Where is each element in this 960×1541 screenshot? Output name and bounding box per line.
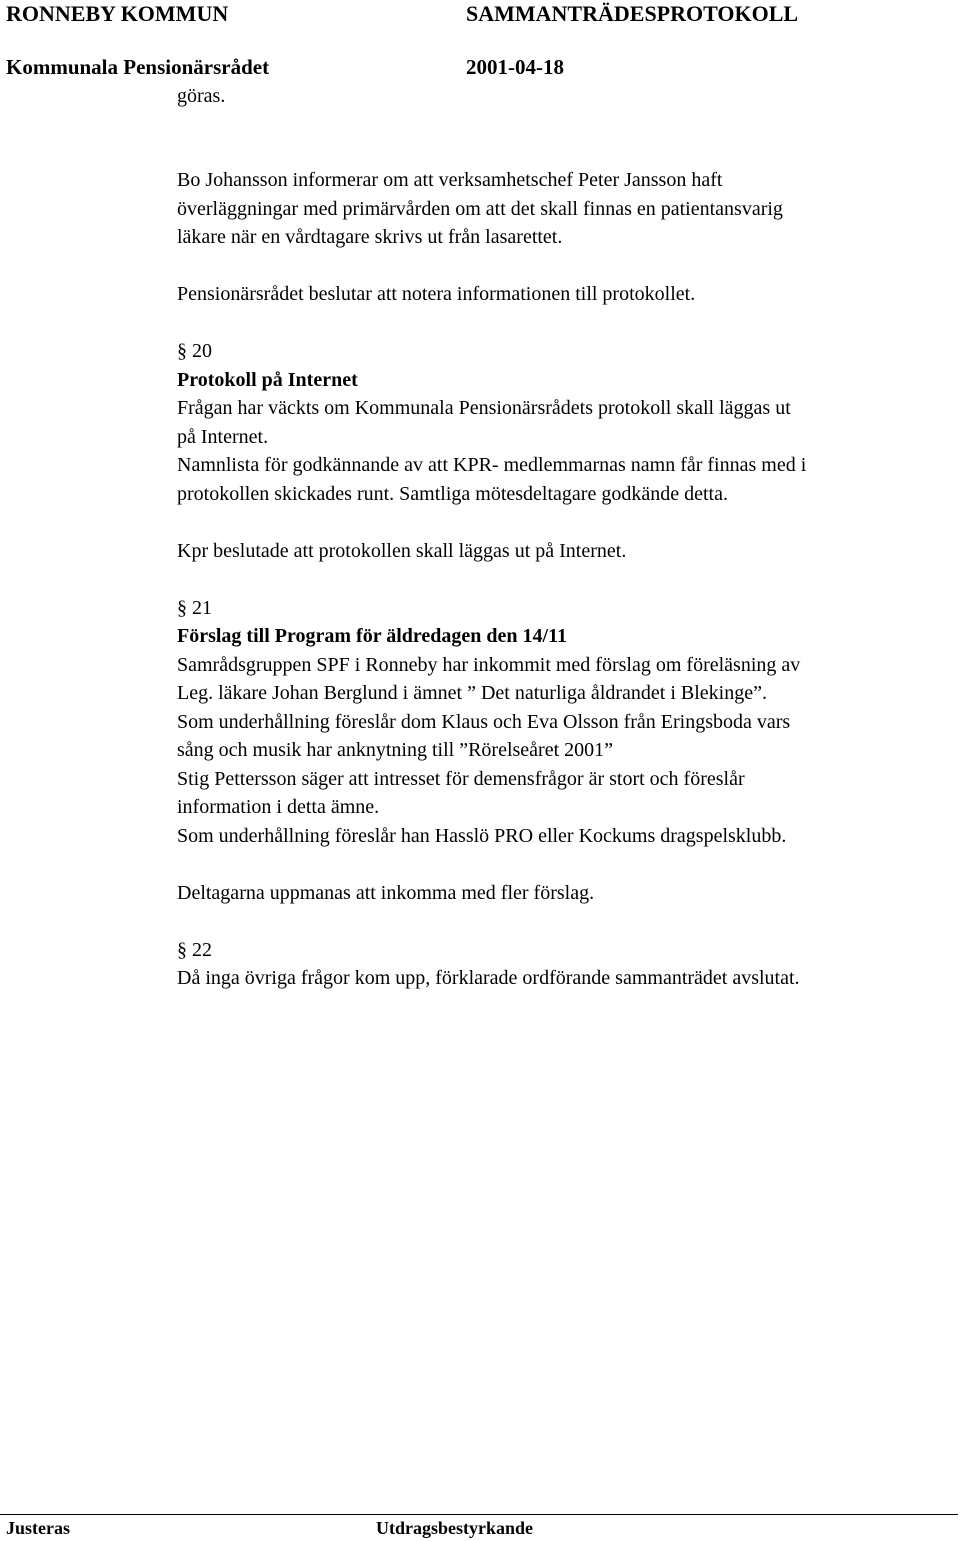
section-decision: Kpr beslutade att protokollen skall läggas ut på Internet. — [177, 539, 627, 562]
section-number-line — [177, 594, 952, 623]
intro-decision: Pensionärsrådet beslutar att notera informationen till protokollet. — [177, 283, 696, 305]
municipality-name: RONNEBY KOMMUN — [6, 1, 229, 26]
section-number: 22 — [192, 938, 212, 961]
section-line: protokollen skickades runt. Samtliga mötesdeltagare godkände detta. — [177, 482, 728, 505]
info-line: överläggningar med primärvården om att det skall finnas en patientansvarig — [177, 197, 783, 220]
paragraph-mark: § — [177, 340, 187, 362]
section-line: information i detta ämne. — [177, 796, 380, 818]
section-number-line — [177, 936, 952, 965]
document-body — [177, 166, 952, 993]
info-line: Bo Johansson informerar om att verksamhetschef Peter Jansson haft — [177, 169, 723, 191]
footer-justeras-label: Justeras — [6, 1518, 70, 1538]
section-line: Samrådsgruppen SPF i Ronneby har inkommit med förslag om föreläsning av — [177, 653, 801, 676]
paragraph-mark: § — [177, 596, 187, 619]
section-line: Namnlista för godkännande av att KPR- medlemmarnas namn får finnas med i — [177, 454, 807, 476]
section-line: Som underhållning föreslår dom Klaus och Eva Olsson från Eringsboda vars — [177, 710, 791, 733]
section-line: på Internet. — [177, 425, 269, 448]
info-line: läkare när en vårdtagare skrivs ut från lasarettet. — [177, 226, 563, 248]
committee-name: Kommunala Pensionärsrådet — [6, 55, 270, 79]
continuation-text: göras. — [177, 85, 226, 107]
section-number: 21 — [192, 596, 212, 619]
section-title: Protokoll på Internet — [177, 368, 358, 391]
section-line: Frågan har väckts om Kommunala Pensionärsrådets protokoll skall läggas ut — [177, 397, 791, 419]
section-line: Leg. läkare Johan Berglund i ämnet ” Det naturliga åldrandet i Blekinge”. — [177, 682, 767, 704]
section-line: Som underhållning föreslår han Hasslö PRO eller Kockums dragspelsklubb. — [177, 824, 787, 847]
footer-divider — [0, 1514, 958, 1515]
section-line: Stig Pettersson säger att intresset för demensfrågor är stort och föreslår — [177, 767, 745, 790]
section-line: Då inga övriga frågor kom upp, förklarade ordförande sammanträdet avslutat. — [177, 967, 800, 989]
section-number: 20 — [192, 340, 212, 362]
paragraph-mark: § — [177, 938, 187, 961]
section-line: sång och musik har anknytning till ”Rörelseåret 2001” — [177, 739, 614, 761]
meeting-date: 2001-04-18 — [466, 55, 564, 79]
section-decision: Deltagarna uppmanas att inkomma med fler förslag. — [177, 881, 595, 904]
document-type: SAMMANTRÄDESPROTOKOLL — [466, 1, 799, 26]
section-title: Förslag till Program för äldredagen den 14/11 — [177, 625, 567, 647]
footer-extract-label: Utdragsbestyrkande — [376, 1518, 534, 1538]
section-number-line — [177, 337, 952, 366]
